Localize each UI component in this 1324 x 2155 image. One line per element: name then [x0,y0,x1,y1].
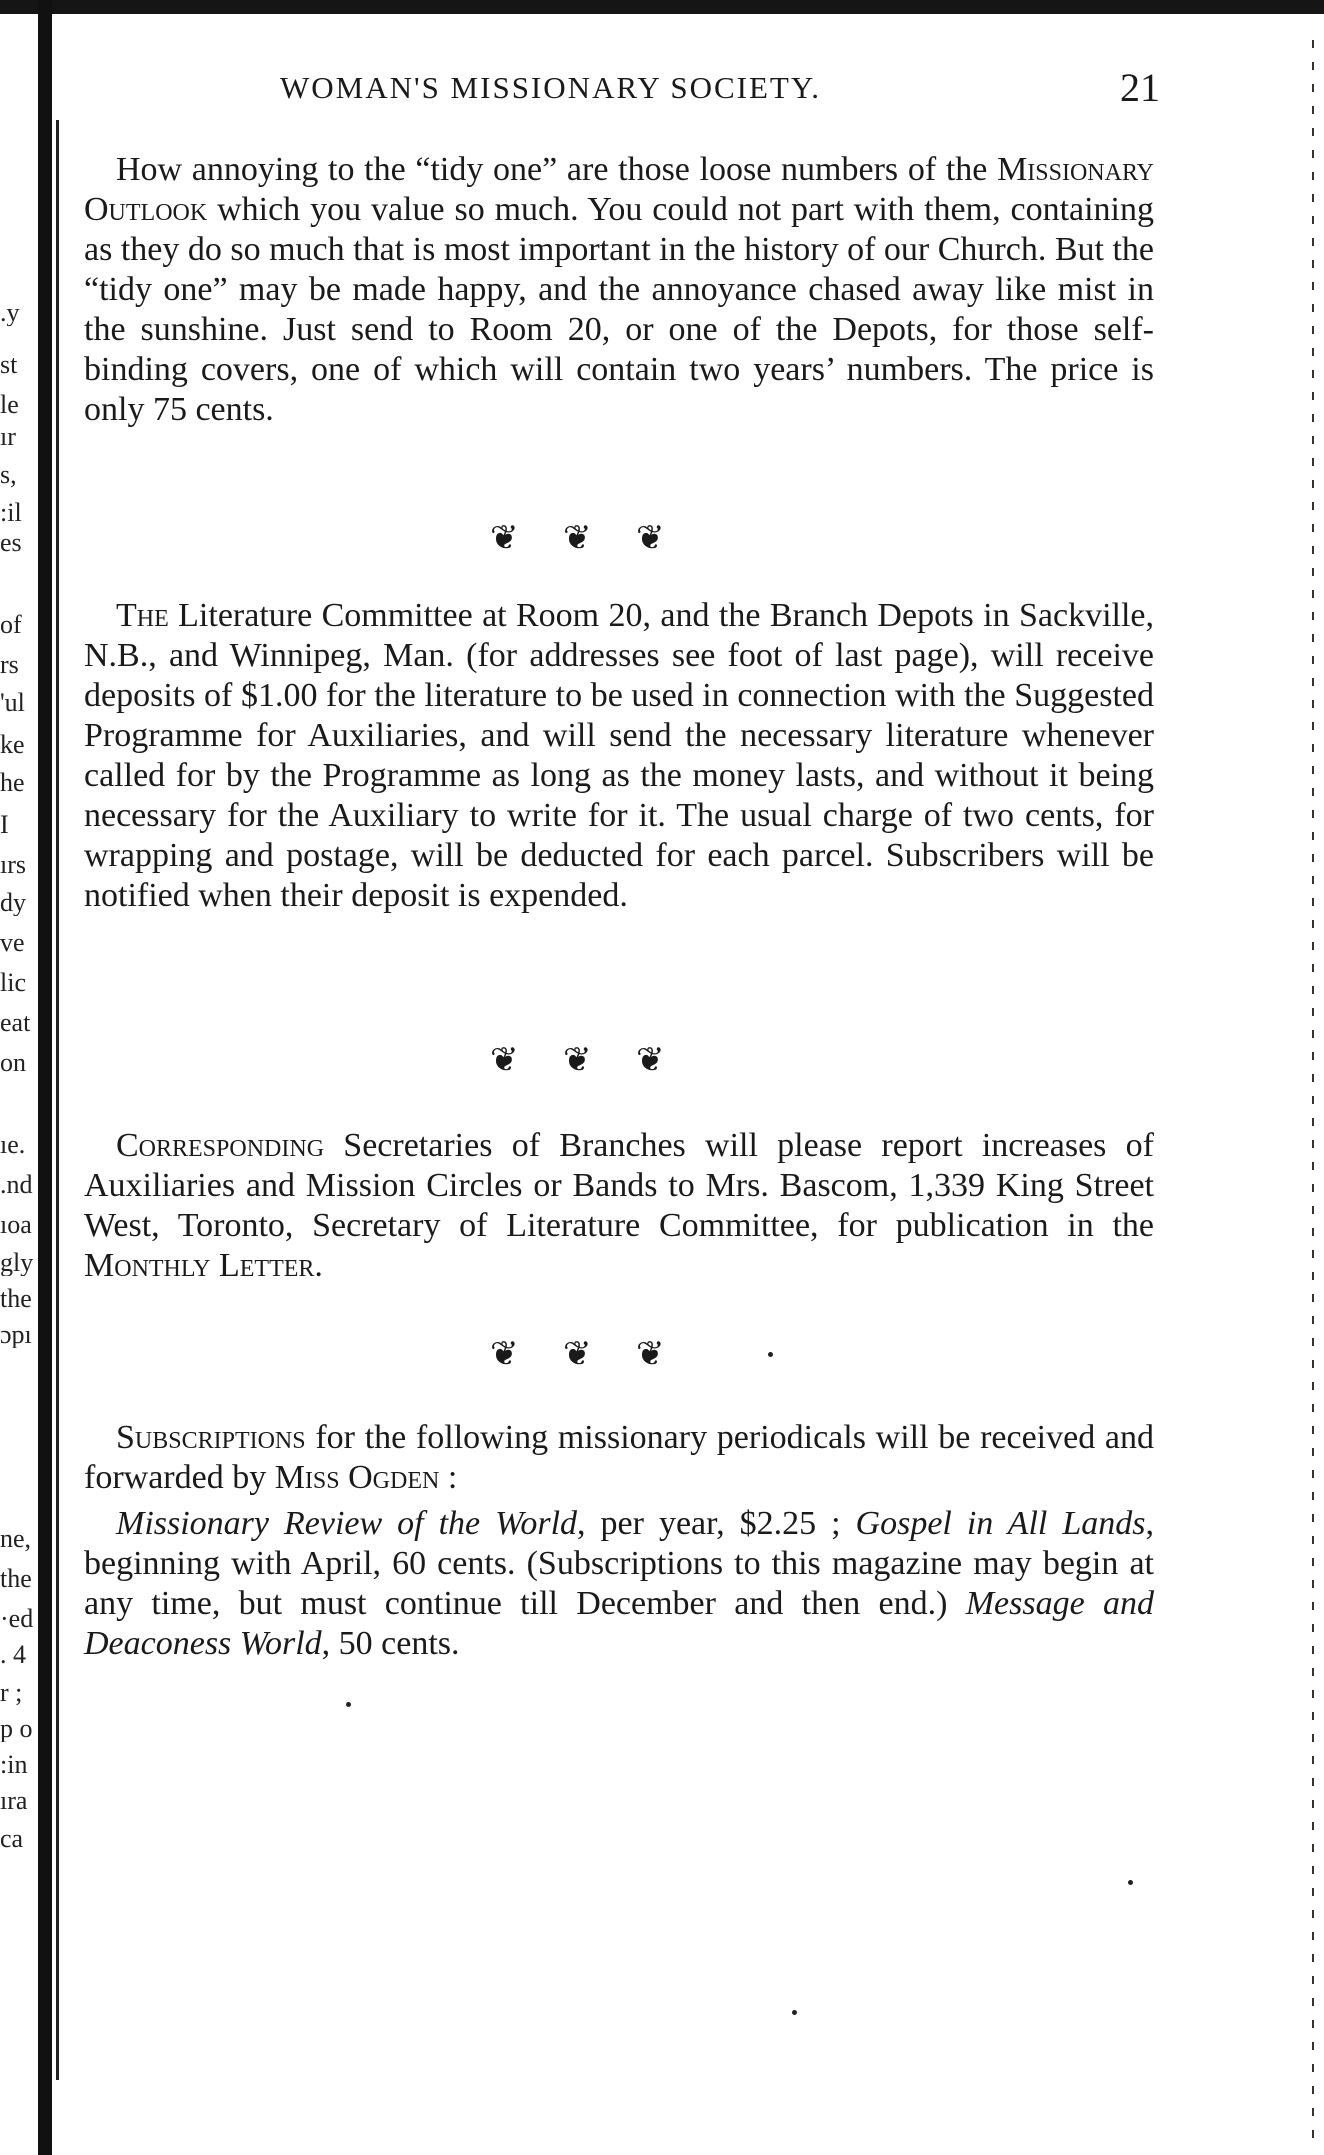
scan-speck [768,1352,773,1357]
paragraph-literature-committee: The Literature Committee at Room 20, and the Branch Depots in Sackville, N.B., and Winnipeg, Man. (for addresses see foot of last page), will receive deposits of $1.00 for the literature to be used in connection with the Suggested Programme for Auxiliaries, and will send the necessary literature whenever called for by the Programme as long as the money lasts, and without it being necessary for the Auxiliary to write for it. The usual charge of two cents, for wrapping and postage, will be deducted for each parcel. Subscribers will be notified when their deposit is expended. [84,597,1154,914]
bleed-fragment: rs [0,652,19,678]
periodical-name: Monthly Letter [84,1247,315,1284]
bleed-fragment: he [0,770,25,796]
bleed-fragment: st [0,352,18,378]
section-ornament: ❦ ❦ ❦ [490,1336,683,1373]
bleed-fragment: on [0,1050,26,1076]
bleed-fragment: le [0,392,19,418]
periodical-title: Missionary Review of the World [116,1505,578,1542]
book-spine-shadow [38,0,52,2155]
bleed-fragment: ɔpı [0,1322,32,1348]
gutter-line [56,120,59,2080]
scan-speck [1128,1880,1133,1885]
bleed-fragment: :il [0,500,22,526]
bleed-fragment: ·ed [0,1606,34,1632]
scan-speck [792,2010,797,2015]
bleed-fragment: of [0,612,22,638]
bleed-fragment: :in [0,1752,28,1778]
paragraph-tidy-covers: How annoying to the “tidy one” are those loose numbers of the Missionary Outlook which you value so much. You could not part with them, containing as they do so much that is most important in the history of our Church. But the “tidy one” may be made happy, and the annoyance chased away like mist in the sunshine. Just send to Room 20, or one of the Depots, for those self-binding covers, one of which will contain two years’ numbers. The price is only 75 cents. [84,151,1154,428]
bleed-fragment: ke [0,732,25,758]
bleed-fragment: s, [0,462,17,488]
periodical-title: Gospel in All Lands [855,1505,1146,1542]
bleed-fragment: es [0,530,22,556]
periodical-title: Message and Deaconess World [84,1585,1154,1662]
bleed-fragment: ıra [0,1788,28,1814]
paragraph-subscriptions: Subscriptions for the following missionary periodicals will be received and forwarded by Miss Ogden : [84,1419,1154,1496]
periodical-name: Missionary Outlook [84,151,1154,228]
bleed-fragment: gly [0,1250,34,1276]
bleed-fragment: I [0,812,9,838]
running-title: WOMAN'S MISSIONARY SOCIETY. [280,70,822,105]
bleed-fragment: p o [0,1716,33,1742]
section-ornament: ❦ ❦ ❦ [490,520,683,557]
paragraph-periodical-prices: Missionary Review of the World, per year, $2.25 ; Gospel in All Lands, beginning with April, 60 cents. (Subscriptions to this magazine may begin at any time, but must continue till December and then end.) Message and Deaconess World, 50 cents. [84,1505,1154,1662]
bleed-fragment: ırs [0,852,26,878]
bleed-fragment: .nd [0,1172,33,1198]
bleed-fragment: .y [0,300,20,326]
bleed-fragment: 'ul [0,690,25,716]
bleed-fragment: ve [0,930,25,956]
bleed-fragment: ca [0,1826,24,1852]
bleed-fragment: the [0,1286,32,1312]
bleed-fragment: ıe. [0,1132,26,1158]
bleed-fragment: ıoa [0,1212,32,1238]
scan-speck [346,1702,351,1707]
section-ornament: ❦ ❦ ❦ [490,1042,683,1079]
bleed-fragment: dy [0,890,26,916]
bleed-fragment: eat [0,1010,31,1036]
agent-name: Miss Ogden [274,1459,440,1496]
page-number: 21 [1120,65,1160,110]
bleed-fragment: . 4 [0,1642,26,1668]
page-header [280,65,1160,120]
bleed-fragment: the [0,1566,32,1592]
bleed-fragment: ır [0,424,16,450]
bleed-fragment: lic [0,970,26,996]
bleed-fragment: r ; [0,1680,23,1706]
paragraph-corresponding-secretaries: Corresponding Secretaries of Branches will please report increases of Auxiliaries and Mission Circles or Bands to Mrs. Bascom, 1,339 King Street West, Toronto, Secretary of Literature Committee, for publication in the Monthly Letter. [84,1127,1154,1284]
bleed-fragment: ne, [0,1526,32,1552]
page-right-edge [1312,40,1314,2140]
scan-top-border [0,0,1324,14]
